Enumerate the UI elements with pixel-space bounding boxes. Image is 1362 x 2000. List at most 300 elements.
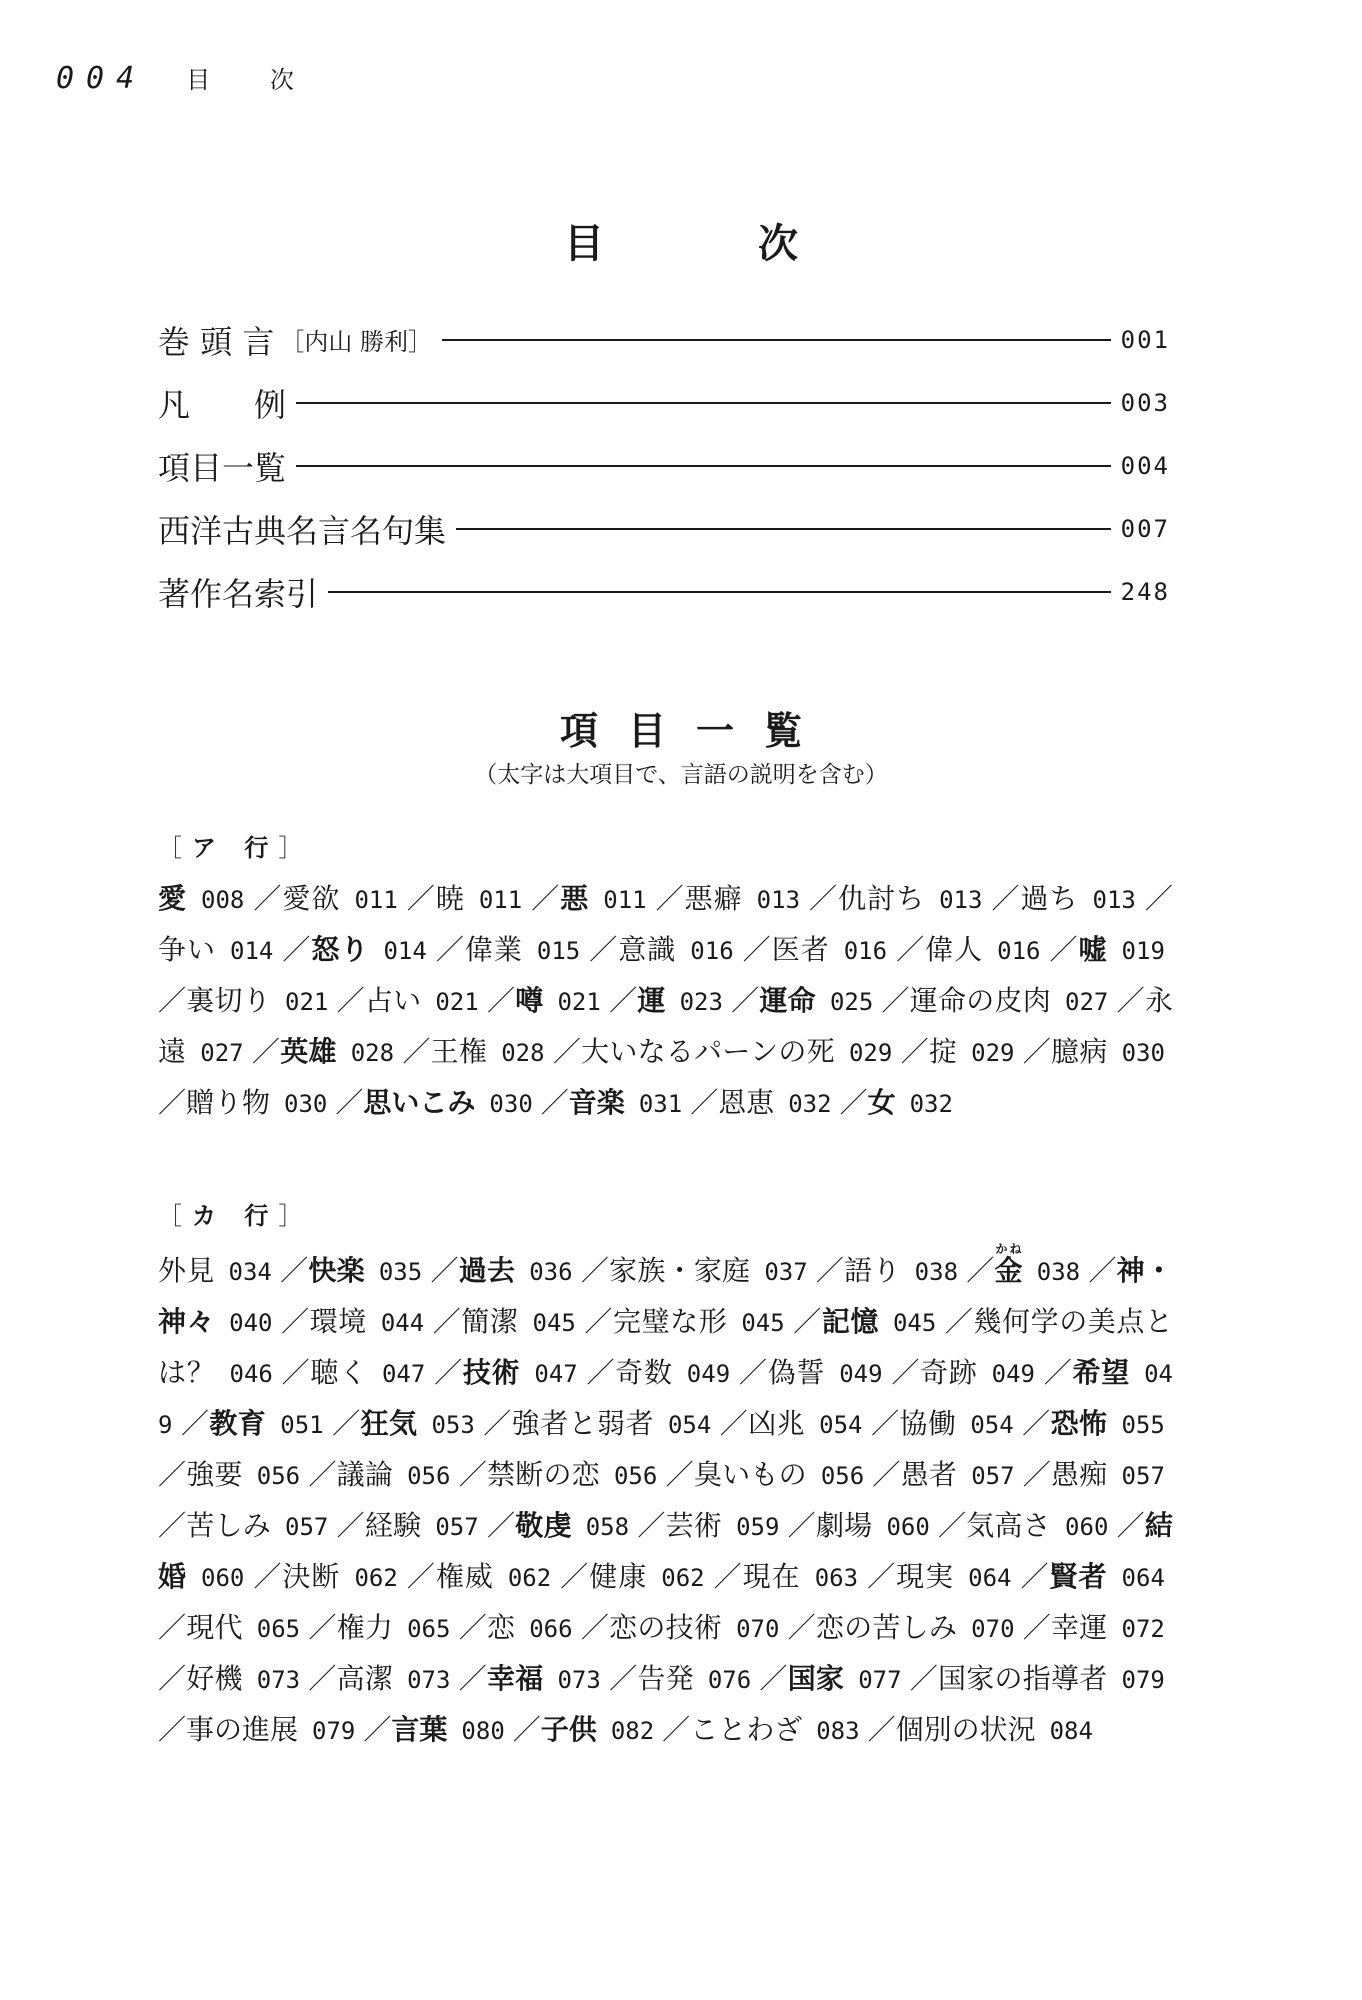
- index-entry[interactable]: [308, 1254, 458, 1287]
- entry-term: 永遠: [158, 984, 1173, 1068]
- entry-term: 恋の技術: [609, 1611, 723, 1644]
- entry-term: 凶兆: [748, 1407, 806, 1440]
- entry-separator: ／: [279, 1254, 309, 1287]
- entry-term: 英雄: [280, 1035, 337, 1068]
- toc-leader: [456, 528, 1111, 530]
- index-entry[interactable]: [768, 1356, 920, 1389]
- entry-term: 現代: [186, 1611, 243, 1644]
- entry-separator: ／: [937, 1509, 967, 1542]
- entry-term: 幾何学の美点とは？: [158, 1305, 1173, 1389]
- entry-term: 協働: [899, 1407, 957, 1440]
- entry-page: 049: [686, 1360, 731, 1388]
- entry-page: 013: [756, 886, 801, 914]
- entry-page: 056: [256, 1462, 301, 1490]
- index-entry[interactable]: [609, 1611, 816, 1644]
- entry-separator: ／: [336, 1509, 365, 1542]
- index-entry[interactable]: [391, 1713, 540, 1746]
- index-entry[interactable]: [310, 1305, 462, 1338]
- entry-page: 060: [1065, 1513, 1109, 1541]
- entry-separator: ／: [608, 1662, 638, 1695]
- section-heading-a: [158, 828, 312, 863]
- index-entry[interactable]: [186, 1086, 363, 1119]
- index-entry[interactable]: [541, 1713, 690, 1746]
- index-entry[interactable]: [966, 1509, 1145, 1542]
- index-entry[interactable]: [436, 882, 560, 915]
- entry-page: 054: [667, 1411, 712, 1439]
- entry-page: 084: [1049, 1717, 1093, 1745]
- entry-term: 掟: [928, 1035, 958, 1068]
- index-entry[interactable]: [361, 1407, 512, 1440]
- entry-term: 権力: [336, 1611, 394, 1644]
- entry-separator: ／: [665, 1458, 694, 1491]
- entry-separator: ／: [486, 1509, 516, 1542]
- index-entry[interactable]: [816, 1611, 1051, 1644]
- index-entry[interactable]: [436, 1560, 589, 1593]
- entry-term: 裏切り: [186, 984, 271, 1017]
- index-entry[interactable]: [337, 1662, 487, 1695]
- index-entry[interactable]: [186, 1458, 336, 1491]
- entry-page: 014: [230, 937, 274, 965]
- index-entry[interactable]: [994, 1242, 1117, 1287]
- entry-separator: ／: [1022, 1035, 1052, 1068]
- index-entry[interactable]: [158, 933, 311, 966]
- toc-list: [158, 308, 1170, 623]
- entry-separator: ／: [654, 882, 685, 915]
- index-entry[interactable]: [920, 1356, 1072, 1389]
- index-entry[interactable]: [743, 1560, 896, 1593]
- index-entry[interactable]: [337, 1611, 487, 1644]
- entry-separator: ／: [872, 1458, 901, 1491]
- entry-page: 065: [407, 1615, 451, 1643]
- index-entry[interactable]: [899, 1407, 1050, 1440]
- index-entry[interactable]: [925, 933, 1078, 966]
- entry-page: 073: [557, 1666, 601, 1694]
- index-entry[interactable]: [337, 1458, 487, 1491]
- entry-page: 079: [312, 1717, 356, 1745]
- entry-separator: ／: [402, 1035, 431, 1068]
- index-entry[interactable]: [461, 1305, 613, 1338]
- index-entry[interactable]: [844, 1254, 994, 1287]
- entry-term: 経験: [364, 1509, 422, 1542]
- entry-term: 愛: [158, 882, 188, 915]
- entry-separator: ／: [552, 1035, 582, 1068]
- index-title: 項目一覧: [559, 708, 832, 753]
- toc-leader: [442, 339, 1111, 341]
- entry-separator: ／: [430, 1254, 459, 1287]
- entry-page: 029: [848, 1039, 893, 1067]
- entry-page: 016: [843, 937, 888, 965]
- entry-separator: ／: [158, 1458, 187, 1491]
- entry-separator: ／: [458, 1662, 487, 1695]
- entry-page: 021: [285, 988, 329, 1016]
- index-entry[interactable]: [690, 1713, 895, 1746]
- entry-term: 国家の指導者: [938, 1662, 1108, 1695]
- entry-term: 偉業: [464, 933, 523, 966]
- entry-term: 奇跡: [920, 1356, 978, 1389]
- entry-term: 語り: [844, 1254, 901, 1287]
- index-entry[interactable]: [718, 1086, 867, 1119]
- entry-separator: ／: [158, 984, 187, 1017]
- entry-separator: ／: [730, 984, 760, 1017]
- entry-separator: ／: [180, 1407, 210, 1440]
- entry-term: 臆病: [1051, 1035, 1108, 1068]
- entry-term: 言葉: [391, 1713, 448, 1746]
- entry-separator: ／: [738, 1356, 768, 1389]
- entry-separator: ／: [585, 1356, 616, 1389]
- entry-separator: ／: [580, 1254, 610, 1287]
- index-entry[interactable]: [431, 1035, 581, 1068]
- entry-term: 外見: [158, 1254, 215, 1287]
- index-entry[interactable]: [186, 1611, 336, 1644]
- entry-page: 046: [229, 1360, 273, 1388]
- toc-label: 西洋古典名言名句集: [158, 511, 447, 550]
- entry-separator: ／: [540, 1086, 569, 1119]
- entry-page: 045: [532, 1309, 576, 1337]
- index-entry[interactable]: [929, 1035, 1051, 1068]
- index-entry[interactable]: [186, 1509, 365, 1542]
- index-entry[interactable]: [666, 1509, 816, 1542]
- entry-page: 056: [613, 1462, 658, 1490]
- entry-term: 劇場: [815, 1509, 873, 1542]
- index-entry[interactable]: [310, 1356, 462, 1389]
- entry-term: 音楽: [568, 1086, 625, 1119]
- entry-page: 054: [819, 1411, 863, 1439]
- entry-page: 049: [839, 1360, 883, 1388]
- entry-page: 062: [354, 1564, 398, 1592]
- entry-page: 011: [354, 886, 398, 914]
- entry-separator: ／: [719, 1407, 749, 1440]
- entry-separator: ／: [458, 1611, 487, 1644]
- entry-term: 運命の皮肉: [909, 984, 1052, 1017]
- entry-term: 争い: [158, 933, 217, 966]
- entry-separator: ／: [881, 984, 910, 1017]
- entry-separator: ／: [530, 882, 561, 915]
- entry-separator: ／: [787, 1509, 816, 1542]
- running-head: [56, 60, 320, 96]
- entry-separator: ／: [1021, 1407, 1051, 1440]
- entry-separator: ／: [252, 1560, 283, 1593]
- entry-page: 014: [383, 937, 427, 965]
- entry-term: 環境: [309, 1305, 367, 1338]
- index-entry[interactable]: [613, 1305, 822, 1338]
- entry-term: 愛欲: [282, 882, 341, 915]
- entry-page: 036: [529, 1258, 573, 1286]
- toc-row[interactable]: [158, 308, 1170, 371]
- entry-page: 076: [707, 1666, 752, 1694]
- entry-page: 065: [256, 1615, 301, 1643]
- entry-page: 063: [814, 1564, 859, 1592]
- entry-page: 023: [679, 988, 723, 1016]
- index-entry[interactable]: [868, 1086, 961, 1119]
- section-kana: ア 行: [192, 833, 279, 862]
- entry-page: 029: [971, 1039, 1015, 1067]
- entry-separator: ／: [458, 1458, 487, 1491]
- entry-separator: ／: [158, 1509, 187, 1542]
- index-entry[interactable]: [609, 1254, 844, 1287]
- index-entry[interactable]: [822, 1305, 974, 1338]
- index-entry[interactable]: [487, 1662, 637, 1695]
- section-kana: カ 行: [192, 1201, 279, 1230]
- entry-separator: ／: [158, 1086, 187, 1119]
- entry-separator: ／: [637, 1509, 666, 1542]
- entry-separator: ／: [336, 984, 365, 1017]
- entry-term: 家族・家庭: [609, 1254, 751, 1287]
- entry-separator: ／: [890, 1356, 921, 1389]
- entry-term: 愚痴: [1051, 1458, 1108, 1491]
- entry-page: 038: [914, 1258, 959, 1286]
- toc-page: 007: [1120, 514, 1170, 543]
- entry-page: 030: [489, 1090, 533, 1118]
- entry-page: 047: [381, 1360, 426, 1388]
- entry-term: 悪: [560, 882, 590, 915]
- index-entry[interactable]: [615, 1356, 767, 1389]
- entry-separator: ／: [308, 1458, 337, 1491]
- index-entry[interactable]: [816, 1509, 966, 1542]
- entry-term: 気高さ: [966, 1509, 1052, 1542]
- toc-label: 巻 頭 言: [158, 322, 275, 361]
- entry-separator: ／: [944, 1305, 974, 1338]
- entry-term: 健康: [589, 1560, 648, 1593]
- entry-separator: ／: [433, 1356, 463, 1389]
- entry-term: 事の進展: [186, 1713, 299, 1746]
- index-entry[interactable]: [311, 933, 464, 966]
- entry-separator: ／: [815, 1254, 845, 1287]
- entry-page: 015: [536, 937, 581, 965]
- index-entry[interactable]: [282, 882, 435, 915]
- entry-page: 011: [478, 886, 523, 914]
- index-entry[interactable]: [282, 1560, 435, 1593]
- entry-term: 告発: [637, 1662, 694, 1695]
- entry-page: 059: [736, 1513, 780, 1541]
- entry-page: 047: [534, 1360, 578, 1388]
- entry-term: 簡潔: [461, 1305, 519, 1338]
- index-entry[interactable]: [487, 1458, 694, 1491]
- entry-separator: ／: [486, 984, 516, 1017]
- index-entry[interactable]: [280, 1035, 430, 1068]
- entry-page: 080: [461, 1717, 505, 1745]
- entry-separator: ／: [583, 1305, 614, 1338]
- entry-separator: ／: [331, 1407, 361, 1440]
- entry-separator: ／: [787, 1611, 816, 1644]
- index-entry[interactable]: [365, 984, 515, 1017]
- index-entry[interactable]: [209, 1407, 360, 1440]
- index-entry[interactable]: [1021, 882, 1173, 915]
- entry-term: 幸運: [1051, 1611, 1108, 1644]
- entry-separator: ／: [308, 1611, 337, 1644]
- entry-separator: ／: [1116, 984, 1145, 1017]
- entry-term: 占い: [364, 984, 422, 1017]
- entry-separator: ／: [900, 1035, 929, 1068]
- entry-term: 怒り: [311, 933, 370, 966]
- entry-term: 恋: [486, 1611, 516, 1644]
- entry-term: 女: [867, 1086, 896, 1119]
- entry-page: 070: [971, 1615, 1015, 1643]
- entry-separator: ／: [792, 1305, 822, 1338]
- index-entry[interactable]: [637, 984, 759, 1017]
- entry-page: 051: [280, 1411, 324, 1439]
- entry-page: 025: [829, 988, 874, 1016]
- toc-title: 目 次: [564, 220, 868, 267]
- entry-term: 恋の苦しみ: [815, 1611, 958, 1644]
- index-entry[interactable]: [589, 1560, 742, 1593]
- index-entry[interactable]: [838, 882, 1020, 915]
- index-entry[interactable]: [581, 1035, 929, 1068]
- entry-page: 034: [228, 1258, 272, 1286]
- entry-page: 013: [1092, 886, 1136, 914]
- entry-ruby: かね: [994, 1242, 1023, 1256]
- entry-term: 金かね: [994, 1242, 1023, 1287]
- entry-separator: ／: [280, 1356, 311, 1389]
- index-entry[interactable]: [685, 882, 838, 915]
- entry-term: 技術: [462, 1356, 521, 1389]
- entry-term: 恐怖: [1050, 1407, 1108, 1440]
- entry-separator: ／: [281, 933, 312, 966]
- index-entry[interactable]: [560, 882, 684, 915]
- index-entry[interactable]: [901, 1458, 1051, 1491]
- index-entry[interactable]: [759, 984, 909, 1017]
- toc-label: 項目一覧: [158, 448, 287, 487]
- index-entry[interactable]: [694, 1458, 901, 1491]
- entry-separator: ／: [1143, 882, 1173, 915]
- entry-separator: ／: [1116, 1509, 1145, 1542]
- entry-separator: ／: [741, 933, 772, 966]
- entry-term: 賢者: [1049, 1560, 1108, 1593]
- entry-separator: ／: [839, 1086, 868, 1119]
- toc-page: 248: [1120, 577, 1170, 606]
- index-entry[interactable]: [186, 984, 365, 1017]
- entry-page: 045: [892, 1309, 937, 1337]
- page-number: 004: [56, 61, 147, 96]
- entry-page: 073: [407, 1666, 451, 1694]
- entry-term: 記憶: [821, 1305, 879, 1338]
- entry-term: 運命: [759, 984, 816, 1017]
- index-entry[interactable]: [569, 1086, 718, 1119]
- index-entry[interactable]: [459, 1254, 609, 1287]
- entry-term: 現在: [742, 1560, 801, 1593]
- entry-page: 031: [638, 1090, 683, 1118]
- entry-page: 044: [380, 1309, 425, 1337]
- entry-page: 060: [886, 1513, 930, 1541]
- toc-page: 003: [1120, 388, 1170, 417]
- entry-separator: ／: [158, 1662, 187, 1695]
- toc-note: ［内山 勝利］: [280, 328, 432, 356]
- entry-term: 狂気: [360, 1407, 418, 1440]
- entry-separator: ／: [588, 933, 619, 966]
- entry-separator: ／: [363, 1713, 392, 1746]
- toc-row[interactable]: [158, 497, 1170, 560]
- entry-page: 030: [1121, 1039, 1165, 1067]
- entry-term: 個別の状況: [895, 1713, 1036, 1746]
- entry-separator: ／: [252, 882, 283, 915]
- entry-page: 082: [610, 1717, 655, 1745]
- entry-page: 008: [201, 886, 245, 914]
- entry-page: 073: [256, 1666, 301, 1694]
- entry-page: 011: [603, 886, 647, 914]
- index-entry[interactable]: [637, 1662, 787, 1695]
- entries-a: [158, 874, 1173, 1129]
- entry-separator: ／: [280, 1305, 310, 1338]
- entry-separator: ／: [870, 1407, 900, 1440]
- index-entry[interactable]: [896, 1713, 1101, 1746]
- entry-term: 快楽: [308, 1254, 365, 1287]
- index-entry[interactable]: [512, 1407, 749, 1440]
- section-heading-ka: [158, 1196, 312, 1231]
- index-entry[interactable]: [618, 933, 771, 966]
- entry-term: 医者: [771, 933, 830, 966]
- toc-leader: [296, 402, 1111, 404]
- entry-separator: ／: [866, 1560, 897, 1593]
- entry-term: 完璧な形: [613, 1305, 728, 1338]
- entry-term: 意識: [618, 933, 677, 966]
- entry-page: 021: [557, 988, 601, 1016]
- index-entry[interactable]: [365, 1509, 515, 1542]
- entry-separator: ／: [434, 933, 465, 966]
- entry-page: 057: [435, 1513, 479, 1541]
- entry-term: 運: [637, 984, 666, 1017]
- entry-page: 062: [661, 1564, 705, 1592]
- index-entry[interactable]: [463, 1356, 615, 1389]
- running-head-label: 目 次: [186, 66, 320, 94]
- entry-page: 064: [968, 1564, 1012, 1592]
- index-entry[interactable]: [186, 1713, 391, 1746]
- entry-page: 056: [407, 1462, 451, 1490]
- index-entry[interactable]: [772, 933, 925, 966]
- entry-page: 070: [736, 1615, 780, 1643]
- toc-row[interactable]: [158, 560, 1170, 623]
- toc-row[interactable]: [158, 434, 1170, 497]
- entry-separator: ／: [1048, 933, 1079, 966]
- entry-term: 聴く: [310, 1356, 368, 1389]
- entry-term: 国家: [787, 1662, 845, 1695]
- index-entry[interactable]: [788, 1662, 938, 1695]
- entry-separator: ／: [158, 1611, 187, 1644]
- index-entry[interactable]: [896, 1560, 1049, 1593]
- entry-page: 019: [1121, 937, 1165, 965]
- entry-separator: ／: [690, 1086, 719, 1119]
- index-entry[interactable]: [186, 1662, 336, 1695]
- entry-separator: ／: [1088, 1254, 1117, 1287]
- entry-page: 028: [501, 1039, 545, 1067]
- toc-label: 著作名索引: [158, 574, 319, 613]
- entry-separator: ／: [712, 1560, 743, 1593]
- entry-separator: ／: [1019, 1560, 1050, 1593]
- entry-page: 045: [741, 1309, 785, 1337]
- entry-separator: ／: [512, 1713, 541, 1746]
- index-entry[interactable]: [363, 1086, 568, 1119]
- entry-term: 強者と弱者: [511, 1407, 654, 1440]
- entry-page: 057: [285, 1513, 329, 1541]
- entry-separator: ／: [559, 1560, 590, 1593]
- entry-term: 王権: [430, 1035, 488, 1068]
- entry-term: 臭いもの: [693, 1458, 807, 1491]
- index-entry[interactable]: [465, 933, 618, 966]
- index-entry[interactable]: [748, 1407, 899, 1440]
- index-entry[interactable]: [158, 882, 282, 915]
- entry-separator: ／: [432, 1305, 462, 1338]
- index-entry[interactable]: [910, 984, 1145, 1017]
- index-entry[interactable]: [487, 1611, 609, 1644]
- index-entry[interactable]: [158, 1254, 308, 1287]
- entry-term: 結婚: [158, 1509, 1173, 1593]
- entry-page: 077: [858, 1666, 902, 1694]
- toc-leader: [328, 591, 1111, 593]
- toc-row[interactable]: [158, 371, 1170, 434]
- index-entry[interactable]: [515, 1509, 665, 1542]
- entries-ka: [158, 1242, 1173, 1756]
- entry-page: 027: [200, 1039, 244, 1067]
- index-entry[interactable]: [515, 984, 637, 1017]
- entry-term: 決断: [282, 1560, 341, 1593]
